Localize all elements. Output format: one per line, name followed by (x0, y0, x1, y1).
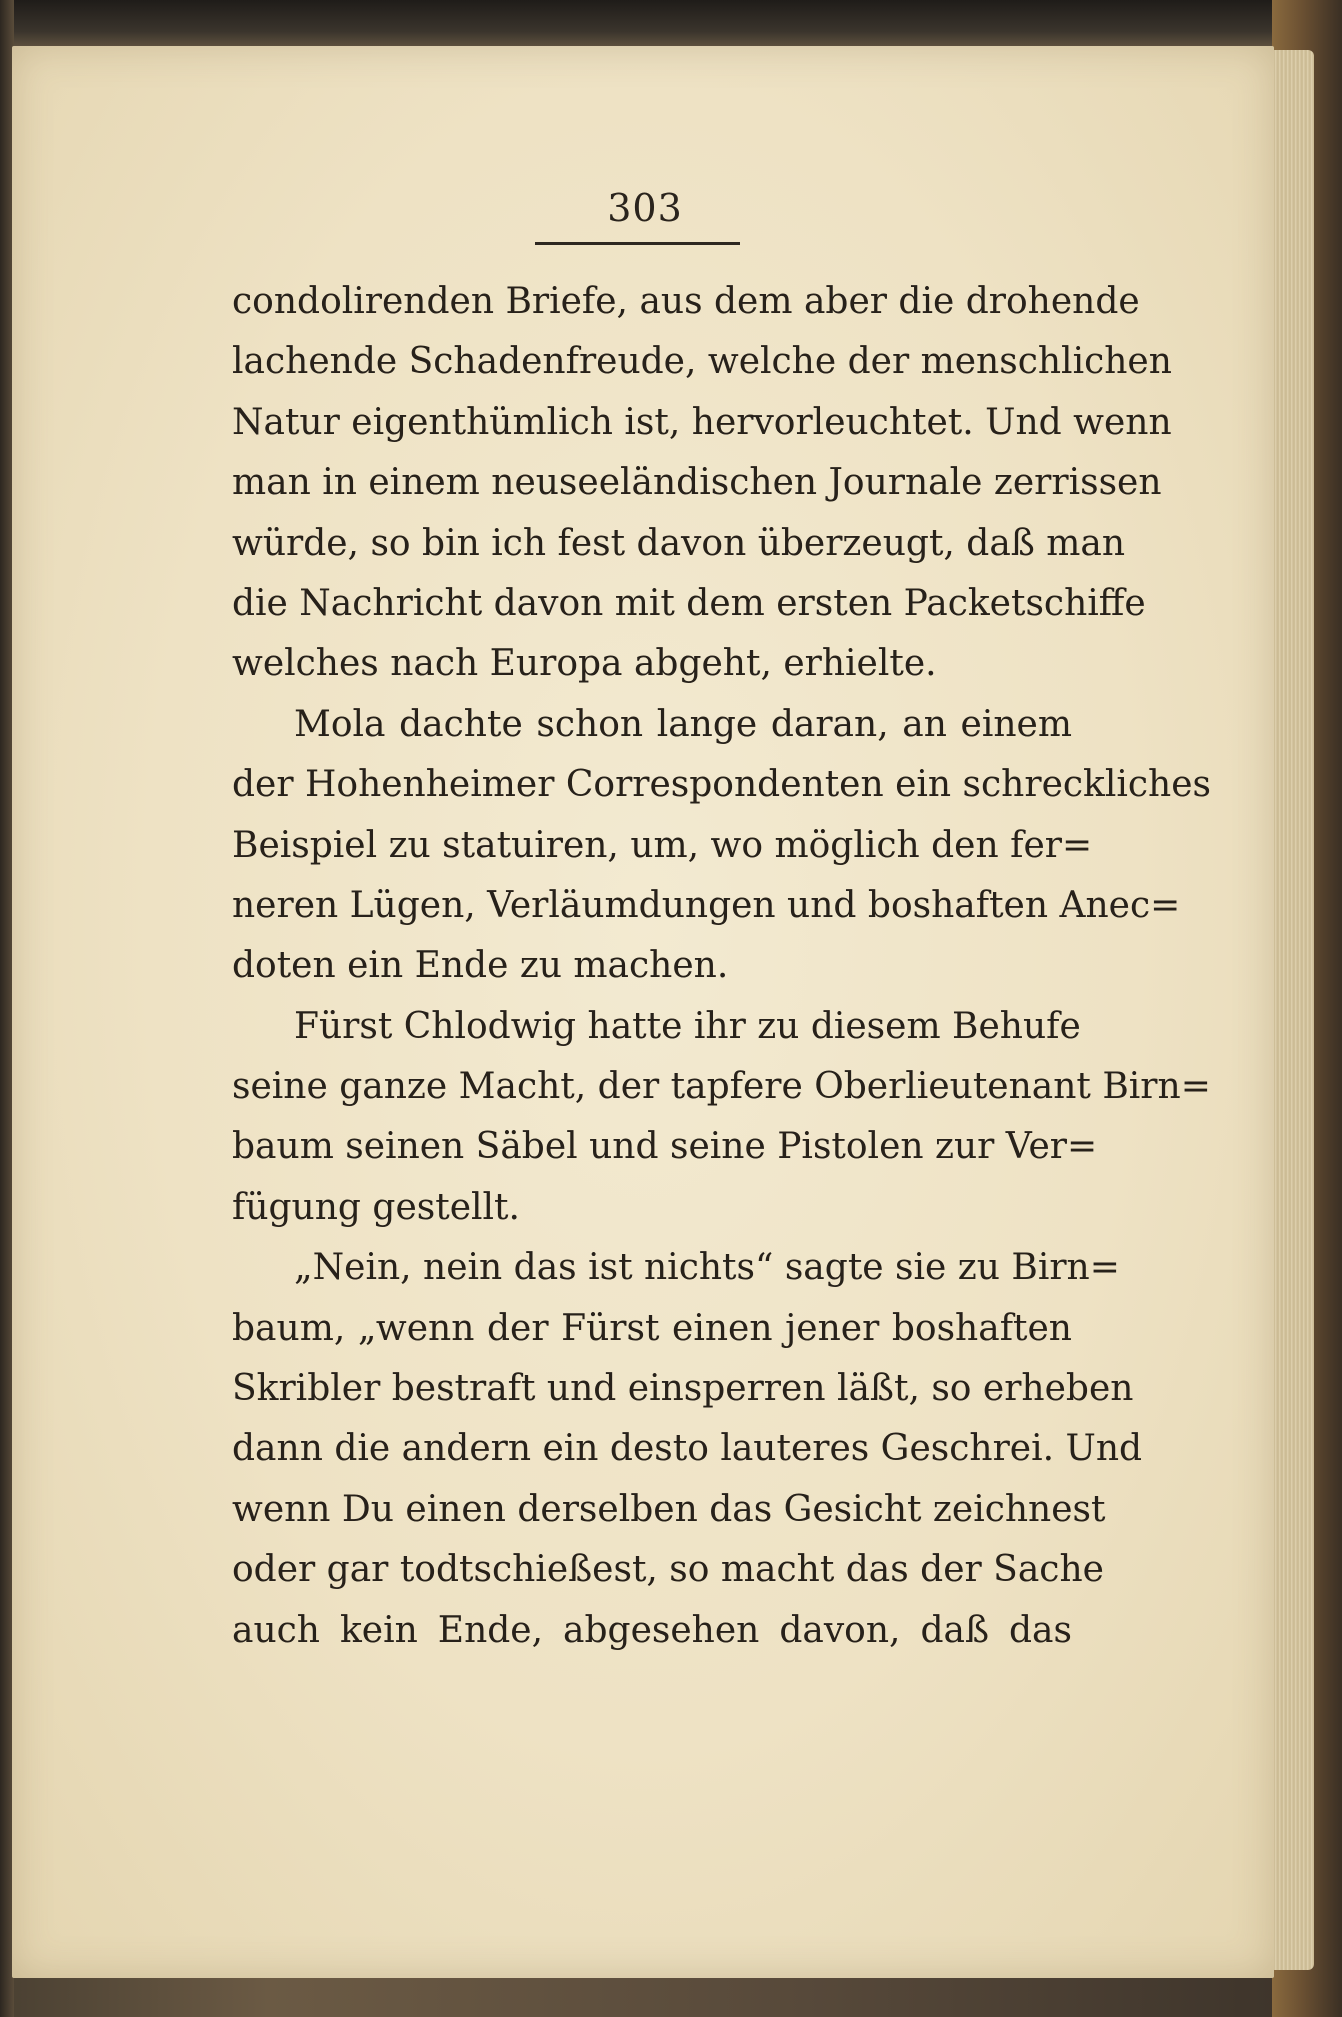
text-line: welches nach Europa abgeht, erhielte. (232, 643, 937, 685)
text-line: würde, so bin ich fest davon überzeugt, daß man (232, 522, 1126, 564)
page-stack-edge (1272, 50, 1314, 1970)
book-cover-top (0, 0, 1342, 52)
page-number: 303 (607, 186, 683, 230)
text-line: Beispiel zu statuiren, um, wo möglich den fer= (232, 824, 1093, 866)
page-number-rule (535, 242, 740, 245)
text-line: auch kein Ende, abgesehen davon, daß das (232, 1609, 1072, 1651)
text-line: Fürst Chlodwig hatte ihr zu diesem Behufe (294, 1005, 1081, 1047)
text-line: Mola dachte schon lange daran, an einem (294, 703, 1072, 745)
text-line: Natur eigenthümlich ist, hervorleuchtet. Und wenn (232, 401, 1172, 443)
text-line: wenn Du einen derselben das Gesicht zeichnest (232, 1488, 1106, 1530)
text-line: oder gar todtschießest, so macht das der Sache (232, 1549, 1104, 1591)
text-line: dann die andern ein desto lauteres Geschrei. Und (232, 1428, 1143, 1470)
text-line: neren Lügen, Verläumdungen und boshaften Anec= (232, 884, 1181, 926)
text-line: baum, „wenn der Fürst einen jener boshaften (232, 1307, 1072, 1349)
body-text (232, 272, 1212, 1661)
text-line: condolirenden Briefe, aus dem aber die drohende (232, 281, 1140, 322)
text-line: der Hohenheimer Correspondenten ein schreckliches (232, 764, 1212, 806)
text-line: „Nein, nein das ist nichts“ sagte sie zu Birn= (294, 1247, 1120, 1289)
text-line: lachende Schadenfreude, welche der menschlichen (232, 341, 1172, 383)
text-line: seine ganze Macht, der tapfere Oberlieutenant Birn= (232, 1066, 1211, 1108)
text-line: die Nachricht davon mit dem ersten Packetschiffe (232, 582, 1146, 624)
text-line: baum seinen Säbel und seine Pistolen zur Ver= (232, 1126, 1098, 1168)
text-line: man in einem neuseeländischen Journale zerrissen (232, 462, 1162, 504)
text-line: fügung gestellt. (232, 1186, 520, 1228)
text-line: doten ein Ende zu machen. (232, 945, 729, 987)
text-line: Skribler bestraft und einsperren läßt, so erheben (232, 1368, 1134, 1410)
